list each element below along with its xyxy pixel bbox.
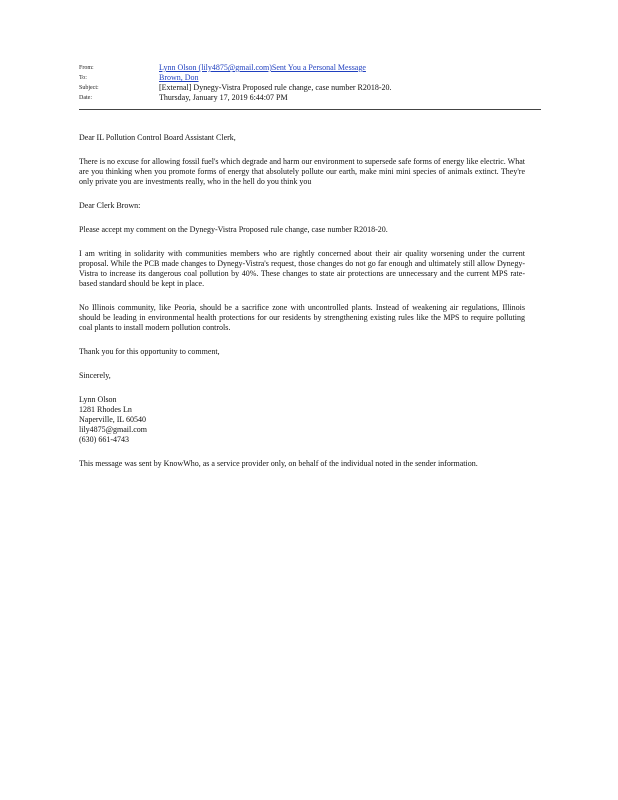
from-link[interactable]: Lynn Olson (lily4875@gmail.com)Sent You a Personal Message [159,63,366,72]
signature-phone: (630) 661-4743 [79,435,129,444]
signature-city: Naperville, IL 60540 [79,415,147,424]
to-row [79,73,541,83]
paragraph-illinois: No Illinois community, like Peoria, should be a sacrifice zone with uncontrolled plants. Instead of weakening air regulations, Illinois should be leading in environmental health protections for our residents by strengthening existing rules like the MPS to require polluting coal plants to install modern pollution controls. [79,303,525,332]
signature-street: 1281 Rhodes Ln [79,405,132,414]
subject-label: Subject: [79,85,99,91]
thanks-line: Thank you for this opportunity to comment, [79,347,220,356]
paragraph-fossil-fuels: There is no excuse for allowing fossil fuel's which degrade and harm our environment to supersede safe forms of energy like electric. What are you thinking when you promote forms of energy that absolutely pollute our earth, make mini mini species of animals extinct. They're only private you are investments really, who in the hell do you think you [79,157,525,186]
email-header [79,63,541,103]
date-row [79,93,541,103]
date-value: Thursday, January 17, 2019 6:44:07 PM [159,93,288,102]
paragraph-comment: Please accept my comment on the Dynegy-Vistra Proposed rule change, case number R2018-20. [79,225,388,234]
from-row [79,63,541,73]
header-divider [79,109,541,110]
paragraph-solidarity: I am writing in solidarity with communities members who are rightly concerned about their air quality worsening under the current proposal. While the PCB made changes to Dynegy-Vistra's request, those changes do not go far enough and ultimately still allow Dynegy-Vistra to increase its dangerous coal pollution by 40%. These changes to state air protections are unnecessary and the current MPS rate-based standard should be kept in place. [79,249,525,288]
subject-value: [External] Dynegy-Vistra Proposed rule change, case number R2018-20. [159,83,392,92]
greeting-clerk-brown: Dear Clerk Brown: [79,201,141,210]
closing-line: Sincerely, [79,371,111,380]
to-link[interactable]: Brown, Don [159,73,199,82]
footer-note: This message was sent by KnowWho, as a service provider only, on behalf of the individual noted in the sender information. [79,459,478,468]
email-body [79,133,525,483]
signature-name: Lynn Olson [79,395,117,404]
from-label: From: [79,65,94,71]
signature-email: lily4875@gmail.com [79,425,148,434]
subject-row [79,83,541,93]
greeting-clerk: Dear IL Pollution Control Board Assistant Clerk, [79,133,236,142]
date-label: Date: [79,95,92,101]
to-label: To: [79,75,87,81]
signature-block [79,395,525,445]
